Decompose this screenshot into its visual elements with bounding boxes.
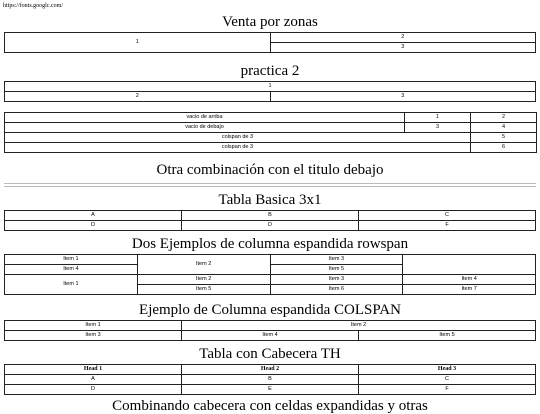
table-cell: 2 (270, 33, 536, 43)
table-cell: Item 3 (270, 255, 403, 265)
table-cell: Item 3 (270, 275, 403, 285)
table-cell: 3 (270, 92, 536, 102)
table-venta-por-zonas (4, 32, 536, 53)
table-cell: Item 6 (270, 285, 403, 295)
table-cell: Item 2 (137, 255, 270, 275)
title-colspan: Ejemplo de Columna espandida COLSPAN (139, 302, 401, 318)
table-cell: F (359, 385, 536, 395)
table-cell: 3 (405, 123, 471, 133)
table-cell: Item 3 (5, 331, 182, 341)
table-cell: Item 4 (5, 265, 138, 275)
table-cell: F (359, 221, 536, 231)
table-cell: Item 5 (137, 285, 270, 295)
table-cell: colspan de 3 (5, 133, 471, 143)
table-colspan (4, 320, 536, 341)
table-cell: 1 (5, 33, 271, 53)
table-cell: 5 (471, 133, 537, 143)
table-cell: Item 4 (403, 275, 536, 285)
title-cabecera-th: Tabla con Cabecera TH (199, 346, 341, 362)
table-cell: 4 (471, 123, 537, 133)
table-cell: Item 4 (182, 331, 359, 341)
table-cell: 3 (270, 43, 536, 53)
table-cell: colspan de 3 (5, 143, 471, 153)
table-rowspan (4, 254, 536, 295)
table-cell: D (182, 221, 359, 231)
divider (4, 186, 536, 187)
table-basica-3x1 (4, 210, 536, 231)
table-header: Head 2 (182, 365, 359, 375)
table-cell: C (359, 375, 536, 385)
url-text: https://fonts.googlc.com/ (3, 3, 63, 9)
divider (4, 183, 536, 184)
table-combinacion (4, 112, 537, 153)
table-cell: A (5, 375, 182, 385)
table-cell: C (359, 211, 536, 221)
table-cell: D (5, 385, 182, 395)
table-cell: E (182, 385, 359, 395)
table-cell: 1 (5, 82, 536, 92)
table-header: Head 3 (359, 365, 536, 375)
table-cell: D (5, 221, 182, 231)
table-cell: Item 7 (403, 285, 536, 295)
table-cabecera-th (4, 364, 536, 395)
table-cell: Item 2 (182, 321, 536, 331)
table-cell: 2 (5, 92, 271, 102)
table-cell: Item 1 (5, 321, 182, 331)
table-header: Head 1 (5, 365, 182, 375)
title-practica-2: practica 2 (240, 63, 300, 79)
table-cell: B (182, 375, 359, 385)
title-rowspan: Dos Ejemplos de columna espandida rowspan (131, 236, 409, 252)
table-cell: B (182, 211, 359, 221)
table-cell: A (5, 211, 182, 221)
table-cell: vacio de arriba (5, 113, 405, 123)
table-cell: 2 (471, 113, 537, 123)
table-cell: Item 5 (359, 331, 536, 341)
title-venta-por-zonas: Venta por zonas (222, 14, 318, 30)
table-cell: 6 (471, 143, 537, 153)
table-cell: Item 1 (5, 255, 138, 265)
table-cell: Item 2 (137, 275, 270, 285)
caption-otra-combinacion: Otra combinación con el titulo debajo (156, 162, 384, 178)
table-cell: 1 (405, 113, 471, 123)
table-cell-empty (403, 255, 536, 275)
title-combinando-cabecera: Combinando cabecera con celdas expandidas y otras (112, 398, 428, 414)
title-tabla-basica: Tabla Basica 3x1 (218, 192, 322, 208)
table-cell: Item 5 (270, 265, 403, 275)
table-practica-2 (4, 81, 536, 102)
table-cell: Item 1 (5, 275, 138, 295)
table-cell: vacio de debajo (5, 123, 405, 133)
